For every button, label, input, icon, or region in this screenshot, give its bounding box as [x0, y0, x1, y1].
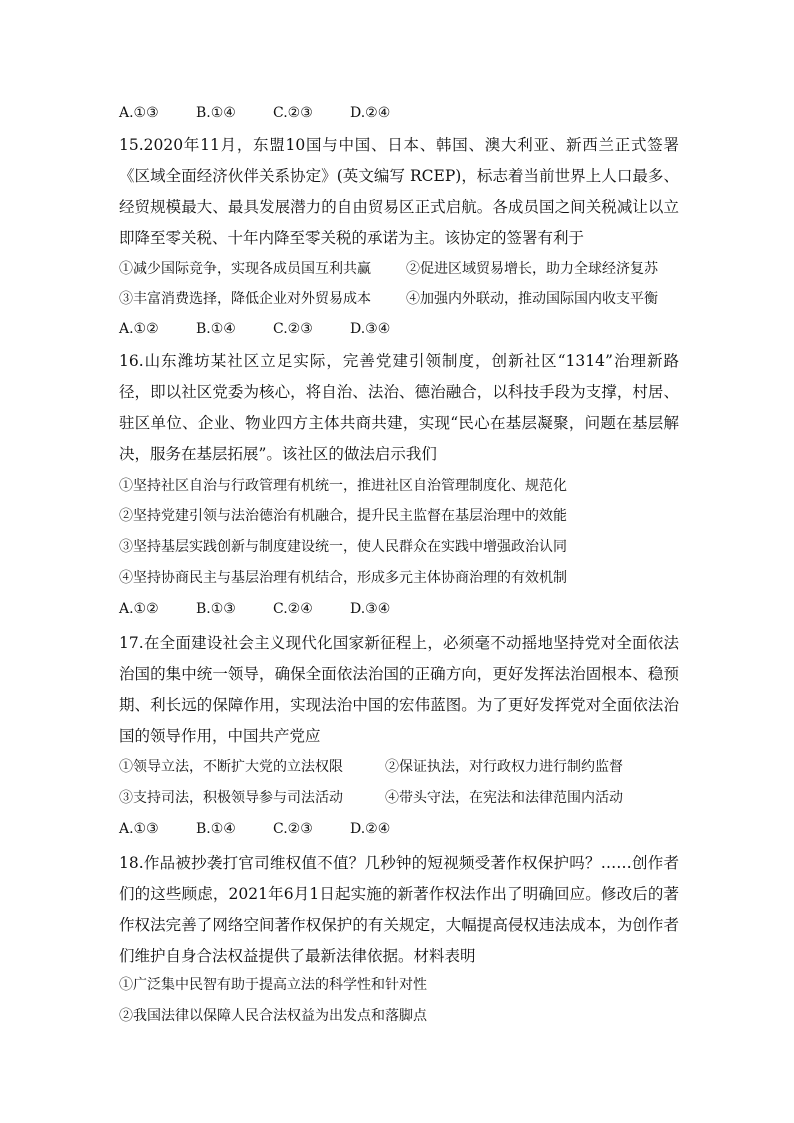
- q15-option-3: ③丰富消费选择，降低企业对外贸易成本: [119, 291, 371, 307]
- q18-option-2: ②我国法律以保障人民合法权益为出发点和落脚点: [119, 1008, 427, 1024]
- choice-d[interactable]: D.③④: [350, 601, 391, 617]
- q18-option-1: ①广泛集中民智有助于提高立法的科学性和针对性: [119, 977, 427, 993]
- q16-choices: [119, 599, 427, 619]
- q16-option-1: ①坚持社区自治与行政管理有机统一，推进社区自治管理制度化、规范化: [119, 478, 567, 494]
- q15-choices: [119, 319, 427, 339]
- choice-b[interactable]: B.①④: [196, 105, 236, 121]
- q17-option-2: ②保证执法，对行政权力进行制约监督: [385, 759, 623, 775]
- q17-options-row2: [119, 788, 623, 808]
- q15-options-row2: [119, 289, 658, 309]
- choice-c[interactable]: C.②③: [273, 321, 313, 337]
- choice-a[interactable]: A.①②: [119, 601, 159, 617]
- choice-b[interactable]: B.①④: [196, 321, 236, 337]
- q16-option-3: ③坚持基层实践创新与制度建设统一，使人民群众在实践中增强政治认同: [119, 539, 567, 555]
- choice-a[interactable]: A.①③: [119, 821, 159, 837]
- q16-stem: 16.山东潍坊某社区立足实际，完善党建引领制度，创新社区“1314”治理新路径，即以社区党委为核心，将自治、法治、德治融合，以科技手段为支撑，村居、驻区单位、企业、物业四方主体共商共建，实现“民心在基层凝聚，问题在基层解决，服务在基层拓展”。该社区的做法启示我们: [119, 352, 679, 463]
- choice-d[interactable]: D.②④: [350, 105, 391, 121]
- q15-stem: 15.2020年11月，东盟10国与中国、日本、韩国、澳大利亚、新西兰正式签署《区域全面经济伙伴关系协定》(英文编写 RCEP)，标志着当前世界上人口最多、经贸规模最大、最具发展潜力的自由贸易区正式启航。各成员国之间关税减让以立即降至零关税、十年内降至零关税的承诺为主。该协定的签署有利于: [119, 136, 679, 247]
- choice-b[interactable]: B.①③: [196, 601, 236, 617]
- choice-c[interactable]: C.②④: [273, 601, 313, 617]
- choice-c[interactable]: C.②③: [273, 821, 313, 837]
- q18-stem: 18.作品被抄袭打官司维权值不值？几秒钟的短视频受著作权保护吗？……创作者们的这些顾虑，2021年6月1日起实施的新著作权法作出了明确回应。修改后的著作权法完善了网络空间著作权保护的有关规定，大幅提高侵权违法成本，为创作者们维护自身合法权益提供了最新法律依据。材料表明: [119, 854, 679, 965]
- q17-option-3: ③支持司法，积极领导参与司法活动: [119, 790, 343, 806]
- q17-choices: [119, 819, 427, 839]
- q15-option-1: ①减少国际竞争，实现各成员国互利共赢: [119, 261, 371, 277]
- q16-option-4: ④坚持协商民主与基层治理有机结合，形成多元主体协商治理的有效机制: [119, 570, 567, 586]
- choice-c[interactable]: C.②③: [273, 105, 313, 121]
- q14-choices: [119, 103, 427, 123]
- q17-stem: 17.在全面建设社会主义现代化国家新征程上，必须毫不动摇地坚持党对全面依法治国的集中统一领导，确保全面依法治国的正确方向，更好发挥法治固根本、稳预期、利长远的保障作用，实现法治中国的宏伟蓝图。为了更好发挥党对全面依法治国的领导作用，中国共产党应: [119, 634, 679, 745]
- q17-option-1: ①领导立法，不断扩大党的立法权限: [119, 759, 343, 775]
- choice-b[interactable]: B.①④: [196, 821, 236, 837]
- q15-options-row1: [119, 259, 658, 279]
- choice-d[interactable]: D.②④: [350, 821, 391, 837]
- q17-options-row1: [119, 757, 623, 777]
- q16-option-2: ②坚持党建引领与法治德治有机融合，提升民主监督在基层治理中的效能: [119, 508, 567, 524]
- q15-option-2: ②促进区域贸易增长，助力全球经济复苏: [406, 261, 658, 277]
- q17-option-4: ④带头守法，在宪法和法律范围内活动: [385, 790, 623, 806]
- q15-option-4: ④加强内外联动，推动国际国内收支平衡: [406, 291, 658, 307]
- choice-a[interactable]: A.①②: [119, 321, 159, 337]
- choice-a[interactable]: A.①③: [119, 105, 159, 121]
- choice-d[interactable]: D.③④: [350, 321, 391, 337]
